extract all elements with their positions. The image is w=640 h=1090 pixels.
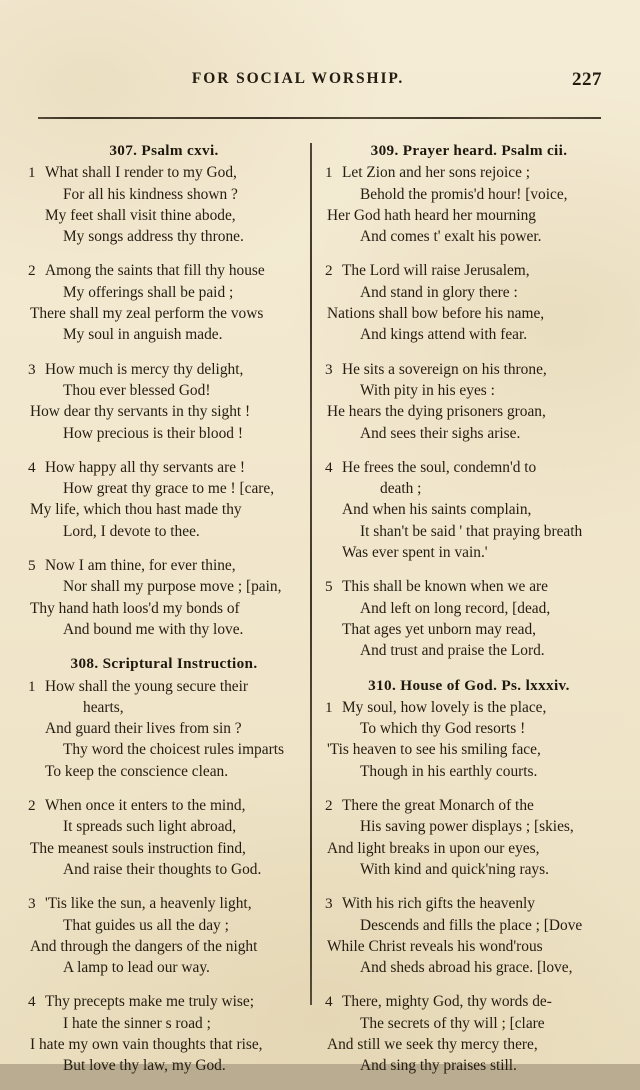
hymn-block [28,140,300,640]
verse-line [325,423,613,444]
verse-line [325,499,613,520]
verse-line [28,205,300,226]
verse-text: The Lord will raise Jerusalem, [342,262,530,280]
verse-line [28,1055,300,1076]
verse-line [28,260,300,281]
verse-line [325,1013,613,1034]
column-right [325,140,613,1090]
verse-line [28,457,300,478]
verse-text: How shall the young secure their [45,677,249,695]
verse-text: My songs address thy throne. [63,228,244,246]
hymn-block [325,675,613,1077]
verse-text: And left on long record, [dead, [360,599,551,617]
hymn-block [325,140,613,662]
verse-line [325,457,613,478]
verse-line [325,838,613,859]
verse-line [28,401,300,422]
verse-number: 1 [28,164,36,182]
verse-text: What shall I render to my God, [45,164,237,182]
verse-line [28,619,300,640]
verse-line [28,991,300,1012]
verse-text: How much is mercy thy delight, [45,360,244,378]
hymn-block [28,653,300,1076]
verse-text: For all his kindness shown ? [63,185,238,203]
running-title: FOR SOCIAL WORSHIP. [191,70,405,87]
verse-line [325,761,613,782]
verse-text: When once it enters to the mind, [45,797,246,815]
stanza [28,457,300,542]
verse-line [325,205,613,226]
verse-line [325,380,613,401]
verse-line [28,324,300,345]
verse-text: But love thy law, my God. [63,1057,226,1075]
verse-text: His saving power displays ; [skies, [360,818,574,836]
verse-number: 2 [325,262,333,280]
stanza [325,893,613,978]
verse-text: I hate the sinner s road ; [63,1014,211,1032]
running-head [38,70,602,94]
verse-line [325,816,613,837]
verse-line [325,795,613,816]
verse-line [325,893,613,914]
verse-text: And light breaks in upon our eyes, [327,839,540,857]
verse-line [28,739,300,760]
verse-line [325,859,613,880]
verse-number: 2 [325,797,333,815]
verse-text: That guides us all the day ; [63,916,229,934]
hymn-heading: 308. Scriptural Instruction. [70,655,258,673]
verse-text: While Christ reveals his wond'rous [327,937,543,955]
stanza [28,555,300,640]
verse-line [28,478,300,499]
verse-text: And still we seek thy mercy there, [327,1035,538,1053]
verse-line [325,1034,613,1055]
verse-line [325,991,613,1012]
verse-text: death ; [380,480,422,498]
verse-line [325,739,613,760]
hymn-heading: 309. Prayer heard. Psalm cii. [370,142,568,159]
verse-text: And sheds abroad his grace. [love, [360,959,573,977]
verse-line [28,676,300,697]
hymn-heading: 307. Psalm cxvi. [109,142,219,159]
verse-number: 4 [325,458,333,476]
verse-text: Behold the promis'd hour! [voice, [360,185,568,203]
verse-line [325,598,613,619]
verse-text: There the great Monarch of the [342,797,534,815]
verse-line [28,718,300,739]
verse-text: The meanest souls instruction find, [30,839,246,857]
verse-text: Lord, I devote to thee. [63,522,200,540]
verse-text: Now I am thine, for ever thine, [45,557,236,575]
verse-text: Thou ever blessed God! [63,381,211,399]
verse-text: Nations shall bow before his name, [327,305,545,323]
verse-text: He sits a sovereign on his throne, [342,360,547,378]
verse-line [28,761,300,782]
stanza [28,991,300,1076]
stanza [325,457,613,563]
verse-text: There shall my zeal perform the vows [30,305,264,323]
verse-number: 4 [28,993,36,1011]
verse-line [28,915,300,936]
verse-text: And trust and praise the Lord. [360,642,545,660]
verse-line [325,324,613,345]
verse-number: 1 [325,164,333,182]
verse-text: 'Tis heaven to see his smiling face, [327,741,541,759]
verse-line [325,957,613,978]
verse-text: To keep the conscience clean. [45,762,229,780]
stanza [325,795,613,880]
verse-text: My soul in anguish made. [63,326,223,344]
verse-text: With pity in his eyes : [360,381,495,399]
verse-line [28,380,300,401]
verse-line [325,401,613,422]
verse-line [325,260,613,281]
verse-line [28,576,300,597]
stanza [325,576,613,661]
stanza [325,162,613,247]
verse-number: 5 [28,557,36,575]
verse-text: My feet shall visit thine abode, [45,206,236,224]
verse-text: How dear thy servants in thy sight ! [30,403,251,421]
stanza [28,162,300,247]
verse-text: That ages yet unborn may read, [342,620,537,638]
verse-text: How precious is their blood ! [63,424,243,442]
verse-text: And sing thy praises still. [360,1057,517,1075]
verse-line [325,542,613,563]
verse-text: And comes t' exalt his power. [360,228,542,246]
verse-line [325,162,613,183]
verse-text: And kings attend with fear. [360,326,528,344]
column-left [28,140,300,1090]
verse-text: I hate my own vain thoughts that rise, [30,1035,263,1053]
stanza [325,260,613,345]
verse-text: A lamp to lead our way. [63,959,210,977]
header-rule [38,117,601,119]
verse-line [325,1055,613,1076]
stanza [325,991,613,1076]
verse-line [28,499,300,520]
stanza [325,697,613,782]
verse-text: And guard their lives from sin ? [45,720,242,738]
verse-text: And bound me with thy love. [63,620,244,638]
verse-text: How happy all thy servants are ! [45,458,246,476]
verse-line [28,859,300,880]
verse-number: 3 [325,895,333,913]
verse-line [325,359,613,380]
verse-line [325,521,613,542]
verse-line [325,915,613,936]
verse-text: And sees their sighs arise. [360,424,521,442]
verse-line [28,816,300,837]
verse-text: The secrets of thy will ; [clare [360,1014,545,1032]
stanza [28,795,300,880]
verse-text: With his rich gifts the heavenly [342,895,535,913]
verse-line [28,1034,300,1055]
verse-number: 2 [28,262,36,280]
verse-text: This shall be known when we are [342,578,549,596]
verse-text: Thy word the choicest rules imparts [63,741,284,759]
verse-number: 3 [325,360,333,378]
verse-text: Thy hand hath loos'd my bonds of [30,599,240,617]
verse-text: He hears the dying prisoners groan, [327,403,546,421]
verse-text: Descends and fills the place ; [Dove [360,916,583,934]
stanza [28,676,300,782]
verse-line [28,838,300,859]
verse-line [325,640,613,661]
verse-number: 1 [28,677,36,695]
verse-text: It spreads such light abroad, [63,818,237,836]
stanza [28,260,300,345]
verse-text: Thy precepts make me truly wise; [45,993,254,1011]
verse-text: How great thy grace to me ! [care, [63,480,275,498]
stanza [325,359,613,444]
verse-text: Though in his earthly courts. [360,762,538,780]
verse-line [325,303,613,324]
verse-line [28,697,300,718]
verse-line [28,282,300,303]
verse-line [28,359,300,380]
verse-text: My life, which thou hast made thy [30,501,242,519]
verse-text: To which thy God resorts ! [360,720,526,738]
verse-line [28,1013,300,1034]
verse-text: Among the saints that fill thy house [45,262,265,280]
verse-line [28,303,300,324]
verse-line [28,795,300,816]
verse-text: Nor shall my purpose move ; [pain, [63,578,282,596]
verse-text: My soul, how lovely is the place, [342,698,547,716]
verse-line [325,718,613,739]
verse-text: Let Zion and her sons rejoice ; [342,164,531,182]
stanza [28,893,300,978]
verse-number: 4 [325,993,333,1011]
verse-line [325,576,613,597]
verse-line [28,893,300,914]
column-divider-rule [310,143,312,1005]
verse-text: And raise their thoughts to God. [63,860,262,878]
verse-line [325,226,613,247]
verse-line [28,162,300,183]
verse-line [28,598,300,619]
page-number: 227 [572,69,602,90]
verse-text: There, mighty God, thy words de- [342,993,552,1011]
verse-line [28,423,300,444]
verse-text: It shan't be said ' that praying breath [360,522,583,540]
verse-number: 2 [28,797,36,815]
verse-line [28,957,300,978]
verse-text: And when his saints complain, [342,501,532,519]
verse-line [28,555,300,576]
verse-number: 3 [28,360,36,378]
verse-line [325,282,613,303]
verse-line [325,184,613,205]
verse-line [325,697,613,718]
verse-text: And through the dangers of the night [30,937,258,955]
verse-line [28,521,300,542]
verse-number: 3 [28,895,36,913]
verse-number: 5 [325,578,333,596]
verse-number: 1 [325,698,333,716]
verse-text: Her God hath heard her mourning [327,206,536,224]
verse-text: hearts, [83,698,124,716]
verse-line [325,936,613,957]
verse-text: He frees the soul, condemn'd to [342,458,537,476]
hymn-heading: 310. House of God. Ps. lxxxiv. [368,676,570,694]
stanza [28,359,300,444]
verse-text: And stand in glory there : [360,283,518,301]
verse-number: 4 [28,458,36,476]
verse-text: With kind and quick'ning rays. [360,860,549,878]
verse-text: Was ever spent in vain.' [342,544,488,562]
verse-line [28,936,300,957]
verse-line [28,184,300,205]
verse-line [325,619,613,640]
verse-line [28,226,300,247]
verse-text: My offerings shall be paid ; [63,283,234,301]
verse-line [325,478,613,499]
verse-text: 'Tis like the sun, a heavenly light, [45,895,252,913]
